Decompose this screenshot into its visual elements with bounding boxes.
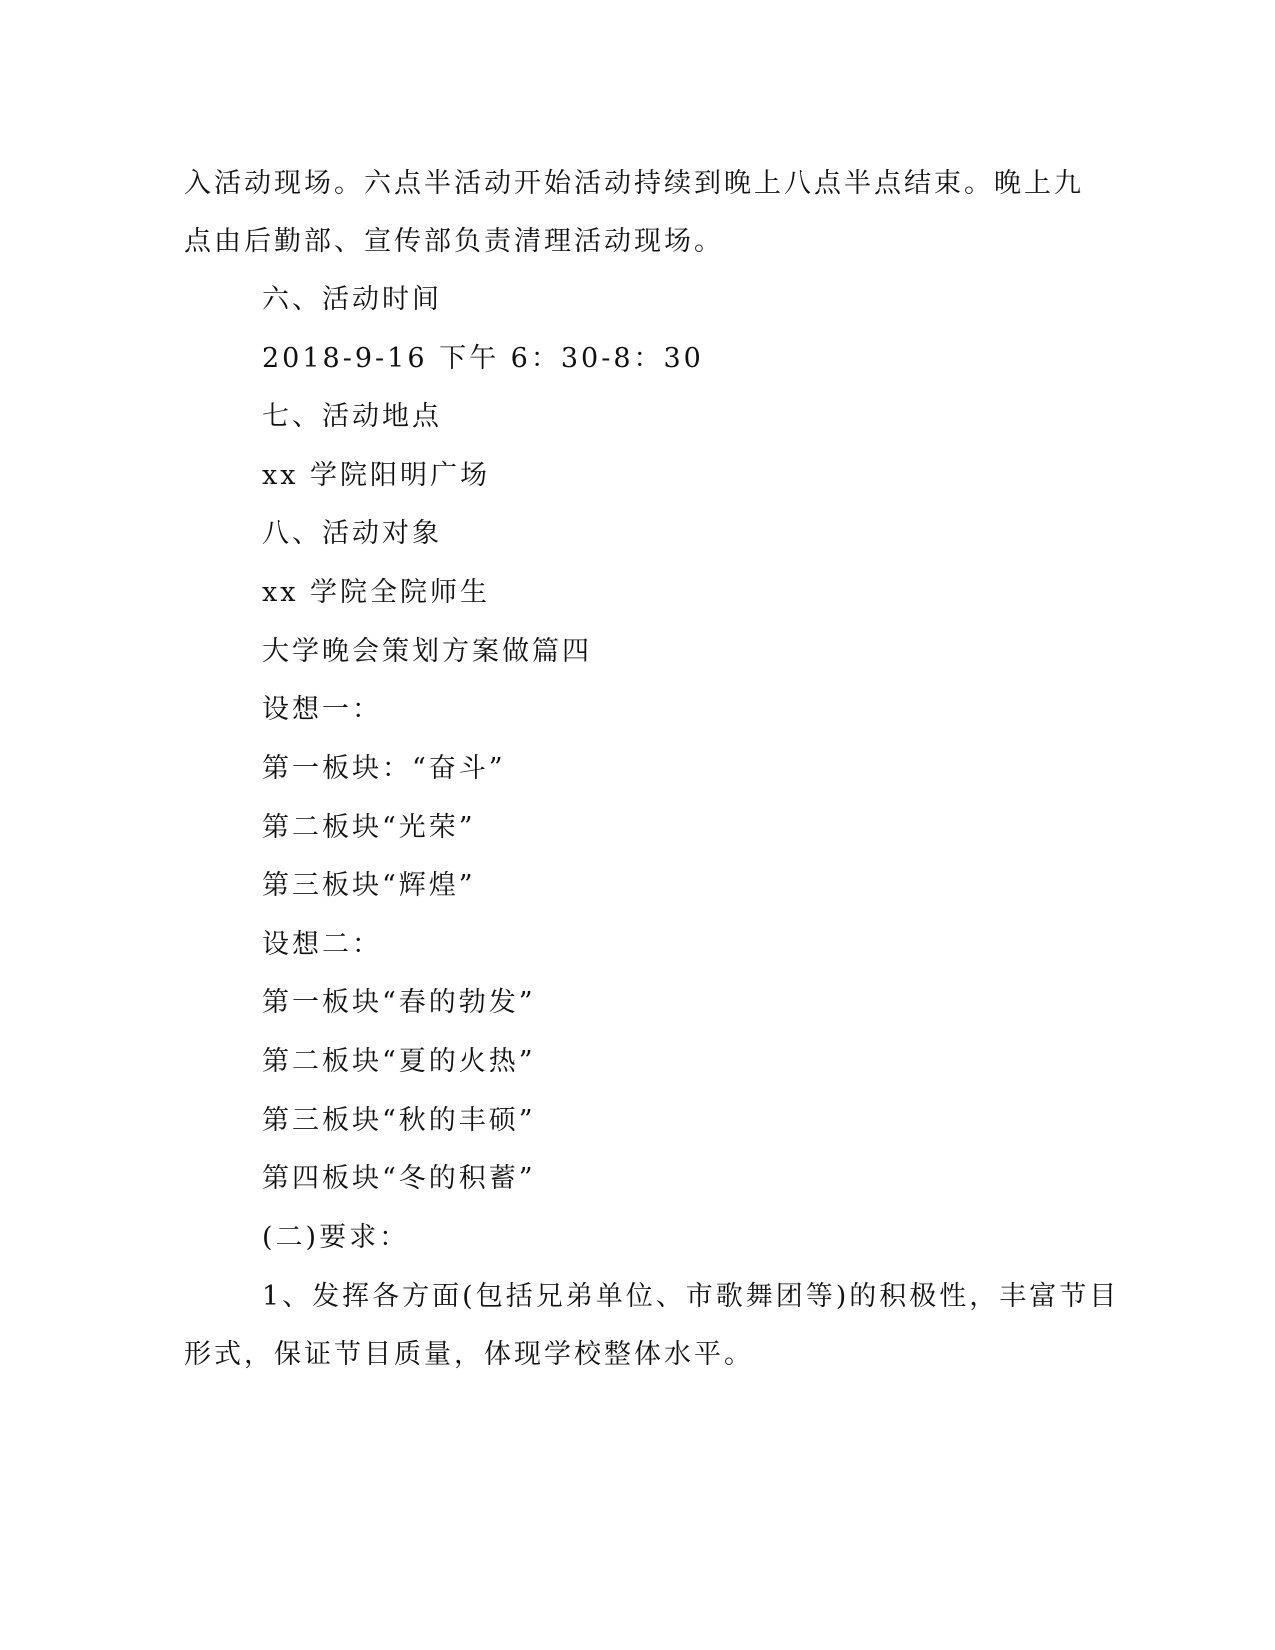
body-text-line: xx 学院阳明广场 (262, 460, 491, 491)
body-text-line: 点由后勤部、宣传部负责清理活动现场。 (184, 226, 724, 257)
body-text-line: 形式，保证节目质量，体现学校整体水平。 (184, 1339, 754, 1370)
section-heading: 六、活动时间 (262, 284, 442, 315)
body-text-line: 第四板块“冬的积蓄” (262, 1163, 536, 1194)
section-heading: 八、活动对象 (262, 518, 442, 549)
body-text-line: 设想二： (262, 929, 382, 960)
body-text-line: 2018-9-16 下午 6：30-8：30 (262, 343, 704, 374)
body-text-line: 入活动现场。六点半活动开始活动持续到晚上八点半点结束。晚上九 (184, 168, 1084, 199)
body-text-line: 第三板块“辉煌” (262, 870, 476, 901)
section-heading: (二)要求： (262, 1222, 410, 1253)
body-text-line: 1、发挥各方面(包括兄弟单位、市歌舞团等)的积极性，丰富节目 (262, 1281, 1120, 1312)
body-text-line: 第一板块：“奋斗” (262, 753, 506, 784)
body-text-line: 第三板块“秋的丰硕” (262, 1105, 536, 1136)
body-text-line: xx 学院全院师生 (262, 577, 491, 608)
document-heading: 大学晚会策划方案做篇四 (262, 636, 592, 667)
body-text-line: 第一板块“春的勃发” (262, 987, 536, 1018)
body-text-line: 第二板块“夏的火热” (262, 1046, 536, 1077)
body-text-line: 第二板块“光荣” (262, 812, 476, 843)
section-heading: 七、活动地点 (262, 401, 442, 432)
body-text-line: 设想一： (262, 694, 382, 725)
